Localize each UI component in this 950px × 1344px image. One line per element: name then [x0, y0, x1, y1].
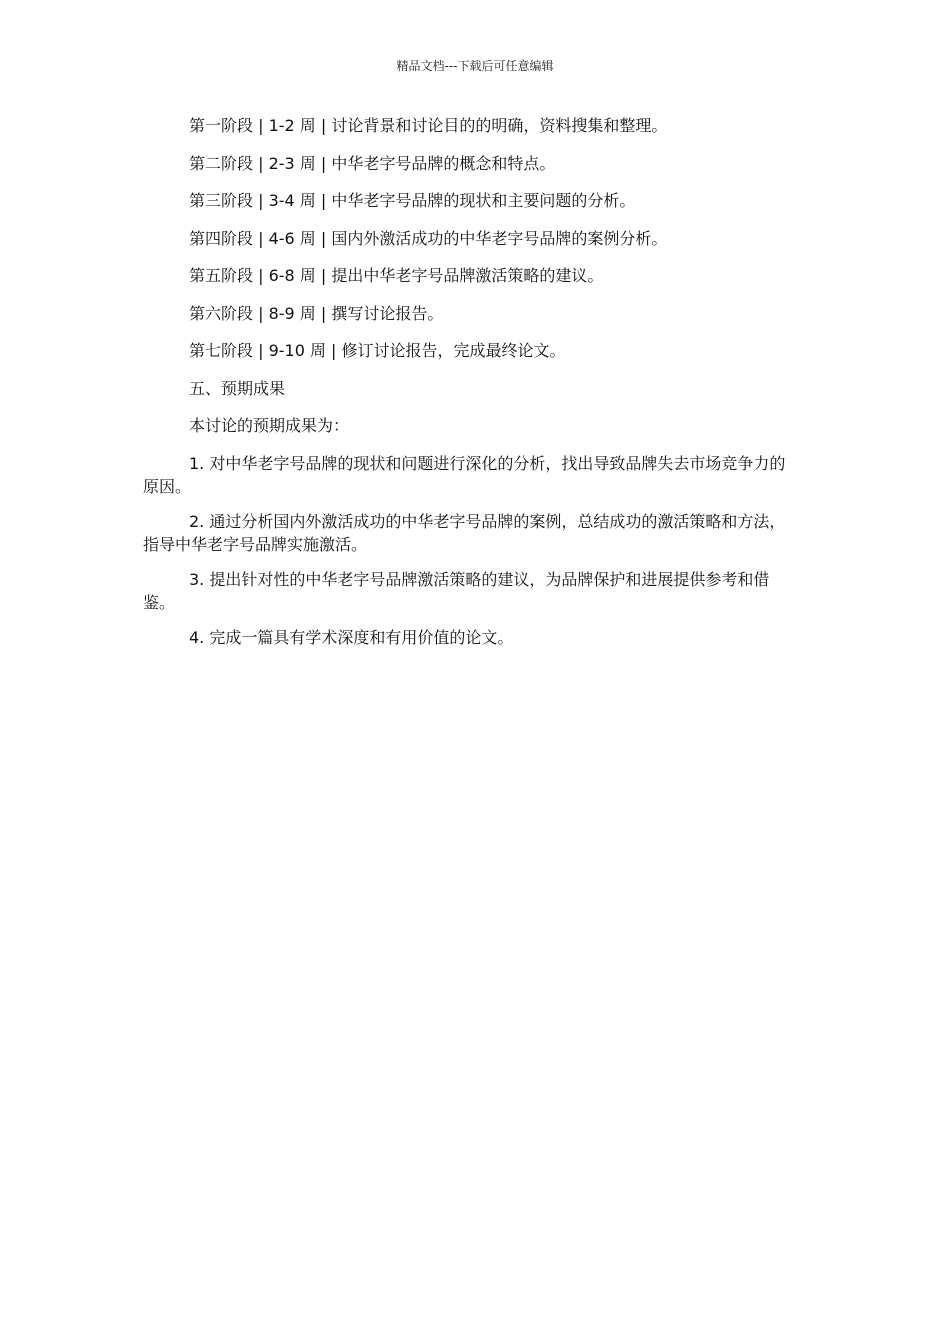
expected-result-2: 2. 通过分析国内外激活成功的中华老字号品牌的案例，总结成功的激活策略和方法，指导中华老字号品牌实施激活。 [143, 511, 786, 554]
stage-2: 第二阶段 | 2-3 周 | 中华老字号品牌的概念和特点。 [189, 153, 556, 173]
expected-result-4: 4. 完成一篇具有学术深度和有用价值的论文。 [189, 627, 514, 647]
section-heading: 五、预期成果 [189, 378, 286, 398]
stage-5: 第五阶段 | 6-8 周 | 提出中华老字号品牌激活策略的建议。 [189, 266, 604, 285]
stage-1: 第一阶段 | 1-2 周 | 讨论背景和讨论目的的明确，资料搜集和整理。 [189, 116, 668, 135]
expected-result-1: 1. 对中华老字号品牌的现状和问题进行深化的分析，找出导致品牌失去市场竞争力的原因。 [143, 453, 786, 496]
stage-7: 第七阶段 | 9-10 周 | 修订讨论报告，完成最终论文。 [189, 341, 566, 360]
stage-3: 第三阶段 | 3-4 周 | 中华老字号品牌的现状和主要问题的分析。 [189, 191, 636, 210]
stage-4: 第四阶段 | 4-6 周 | 国内外激活成功的中华老字号品牌的案例分析。 [189, 228, 668, 248]
section-intro: 本讨论的预期成果为： [189, 416, 350, 435]
expected-result-3: 3. 提出针对性的中华老字号品牌激活策略的建议，为品牌保护和进展提供参考和借鉴。 [143, 569, 770, 612]
page-header: 精品文档---下载后可任意编辑 [396, 59, 554, 73]
document-body [143, 114, 795, 661]
stage-6: 第六阶段 | 8-9 周 | 撰写讨论报告。 [189, 303, 444, 323]
